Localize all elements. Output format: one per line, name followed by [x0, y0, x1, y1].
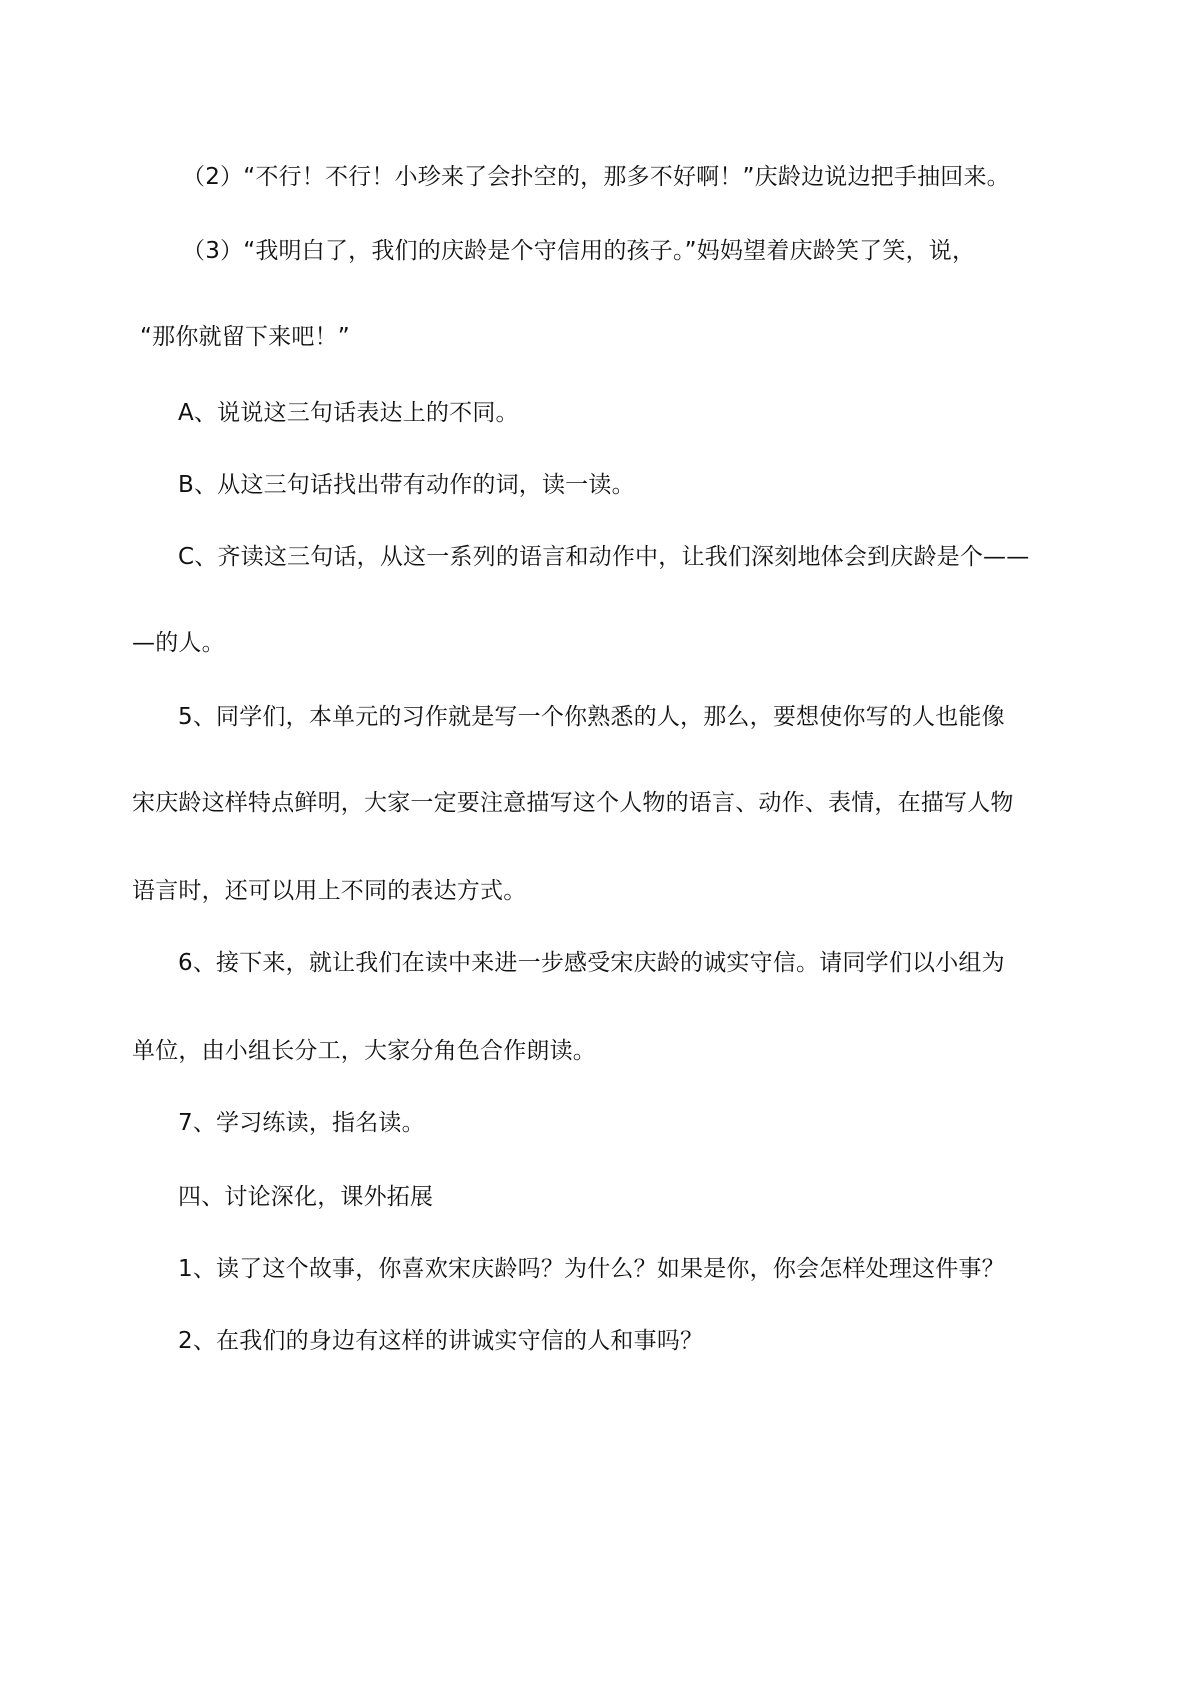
paragraph-line: 单位，由小组长分工，大家分角色合作朗读。	[132, 1038, 596, 1064]
paragraph-line: （3）“我明白了，我们的庆龄是个守信用的孩子。”妈妈望着庆龄笑了笑，说，	[182, 238, 976, 264]
paragraph-line: 1、读了这个故事，你喜欢宋庆龄吗？为什么？如果是你，你会怎样处理这件事？	[178, 1256, 1005, 1282]
paragraph-line: 7、学习练读，指名读。	[178, 1110, 425, 1136]
paragraph-line: 6、接下来，就让我们在读中来进一步感受宋庆龄的诚实守信。请同学们以小组为	[178, 950, 1005, 976]
paragraph-line: B、从这三句话找出带有动作的词，读一读。	[178, 472, 635, 498]
paragraph-line: 语言时，还可以用上不同的表达方式。	[132, 878, 527, 904]
paragraph-line: （2）“不行！不行！小珍来了会扑空的，那多不好啊！”庆龄边说边把手抽回来。	[182, 164, 1010, 190]
paragraph-line: A、说说这三句话表达上的不同。	[178, 400, 519, 426]
paragraph-line: 5、同学们，本单元的习作就是写一个你熟悉的人，那么，要想使你写的人也能像	[178, 704, 1005, 730]
paragraph-line: C、齐读这三句话，从这一系列的语言和动作中，让我们深刻地体会到庆龄是个——	[178, 544, 1030, 570]
paragraph-line: 2、在我们的身边有这样的讲诚实守信的人和事吗？	[178, 1328, 704, 1354]
paragraph-line: 宋庆龄这样特点鲜明，大家一定要注意描写这个人物的语言、动作、表情，在描写人物	[132, 790, 1014, 816]
paragraph-line: “那你就留下来吧！”	[140, 324, 350, 350]
paragraph-line: —的人。	[132, 630, 225, 656]
section-heading: 四、讨论深化，课外拓展	[178, 1184, 434, 1210]
